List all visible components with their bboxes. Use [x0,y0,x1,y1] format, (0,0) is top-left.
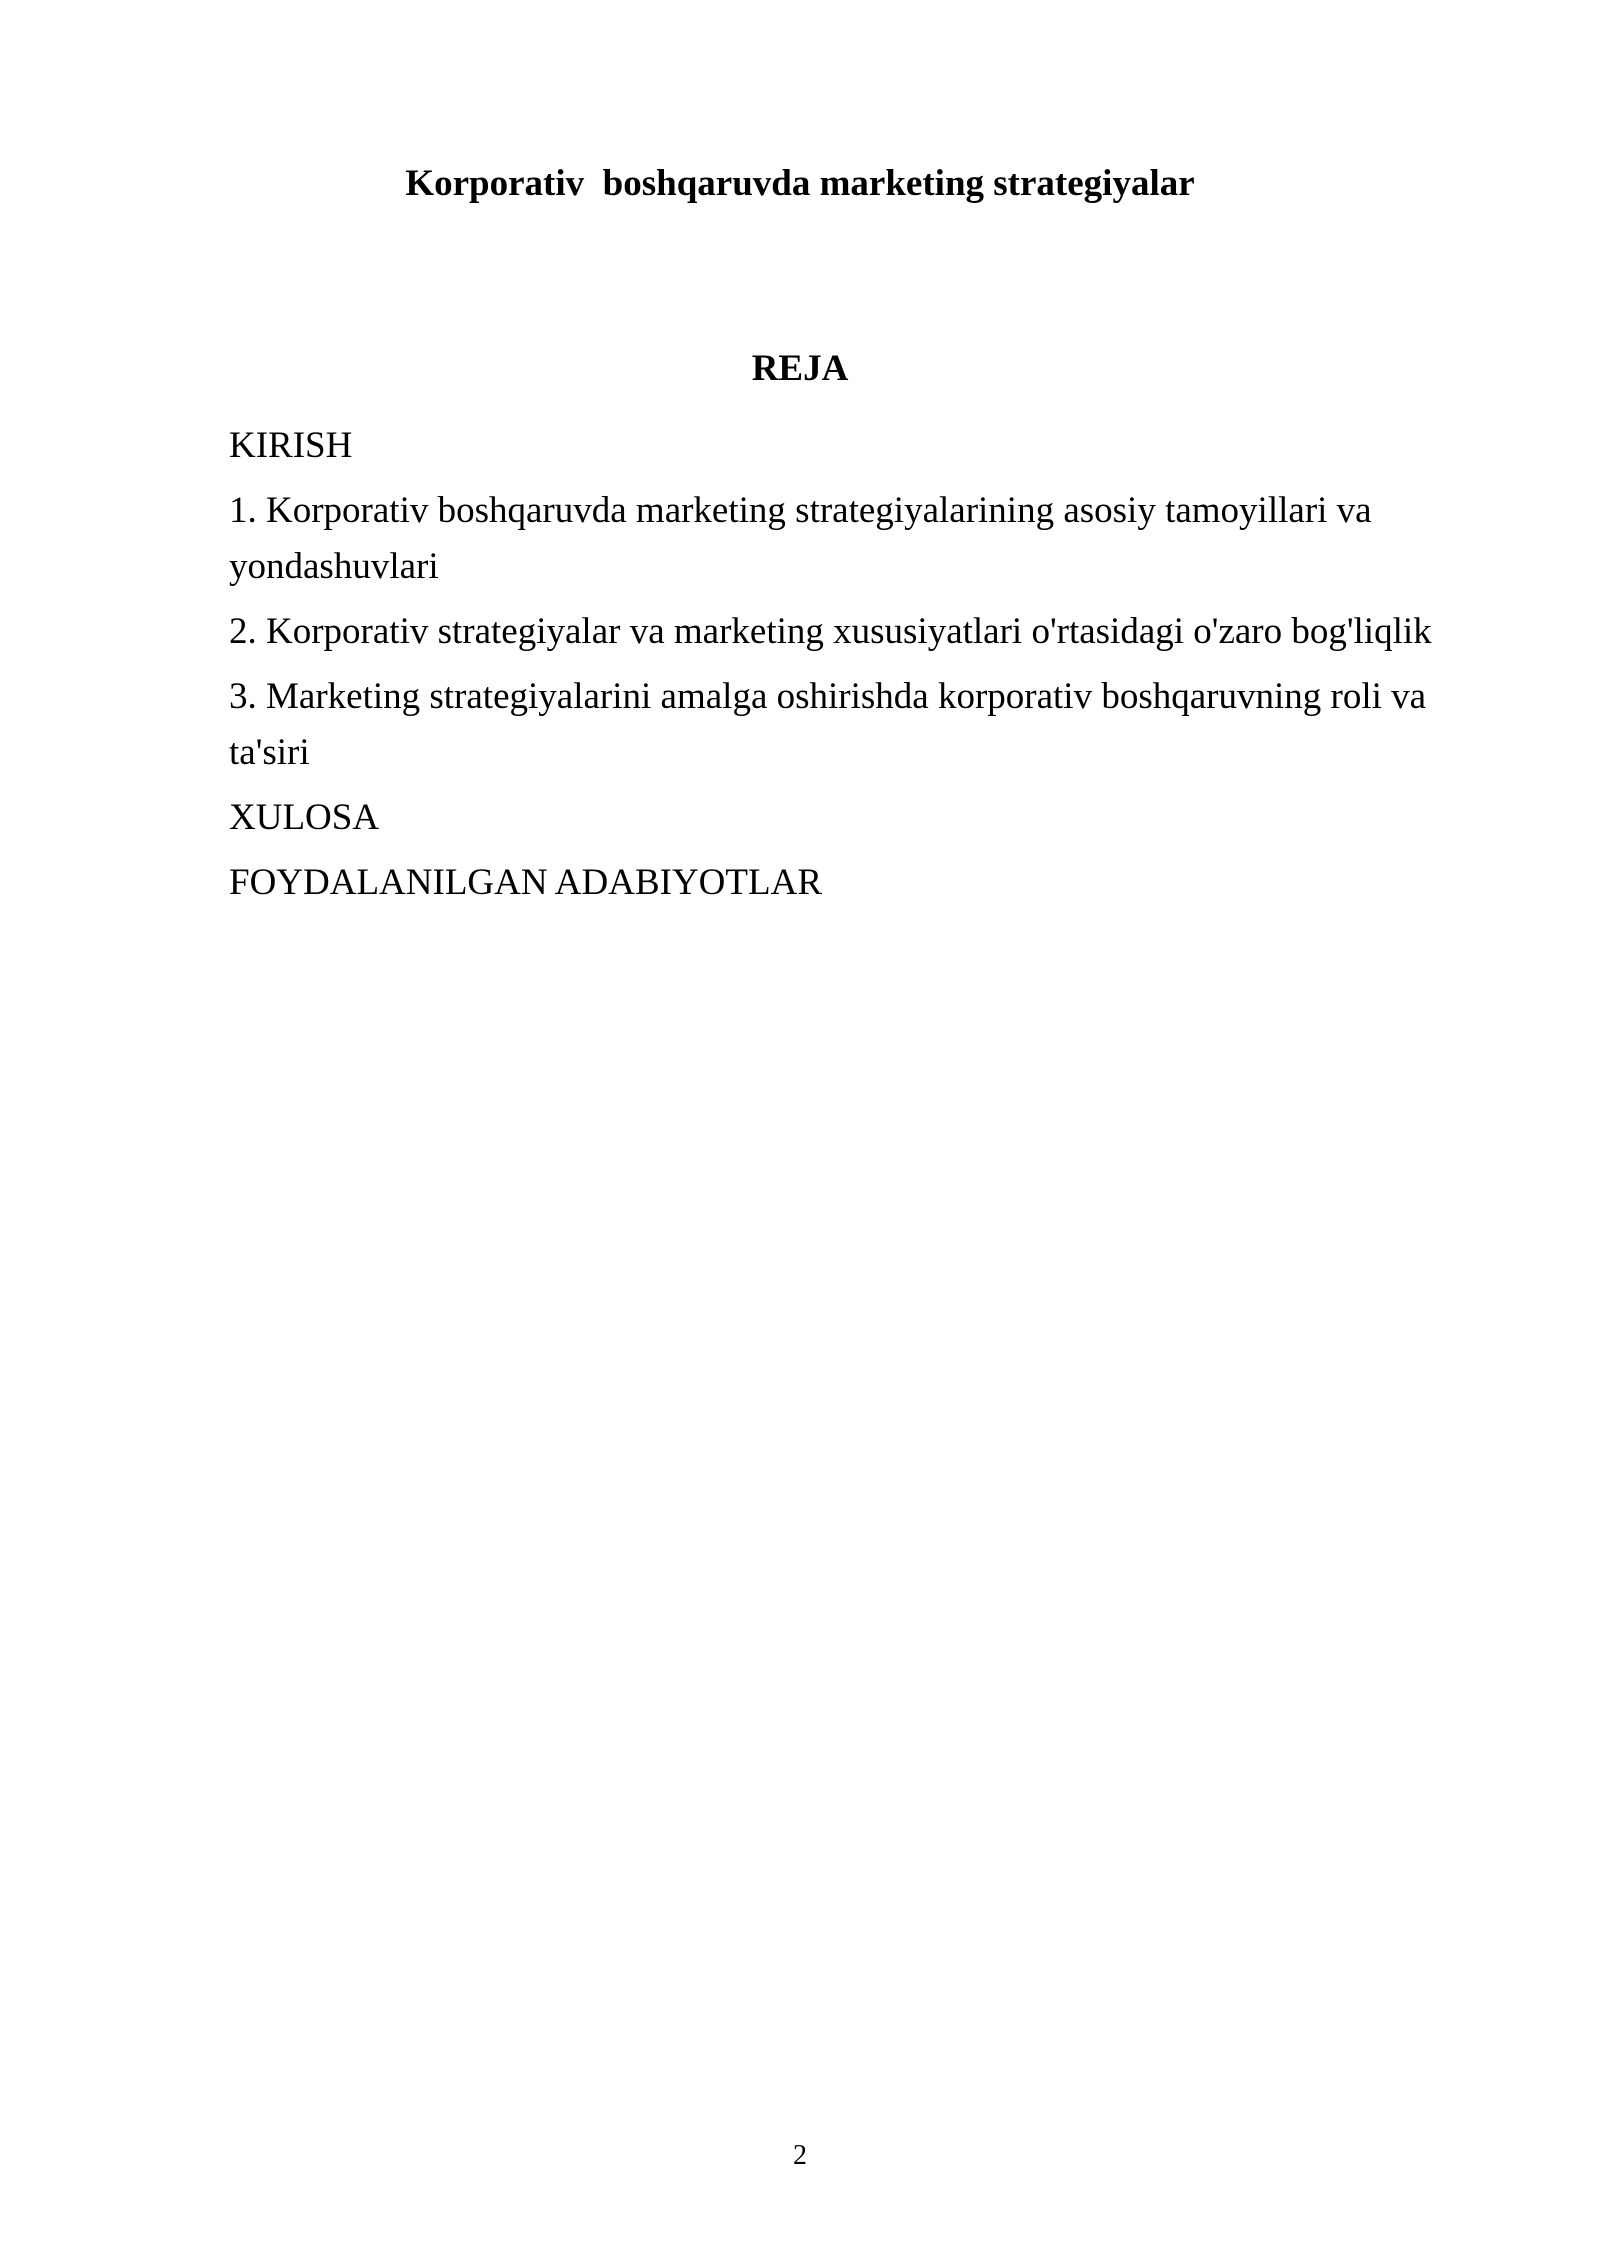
document-title: Korporativ boshqaruvda marketing strategiyalar [405,163,1195,204]
table-of-contents [229,418,1474,920]
page-number: 2 [793,2140,807,2171]
toc-item-section-2: 2. Korporativ strategiyalar va marketing xususiyatlari o'rtasidagi o'zaro bog'liqlik [229,611,1432,652]
toc-item-conclusion: XULOSA [229,797,380,838]
toc-item-section-1: 1. Korporativ boshqaruvda marketing strategiyalarining asosiy tamoyillari va yondashuvlari [229,490,1372,587]
plan-heading: REJA [751,348,849,389]
toc-item-section-3: 3. Marketing strategiyalarini amalga oshirishda korporativ boshqaruvning roli va ta'siri [229,676,1427,773]
toc-item-introduction: KIRISH [229,425,353,466]
toc-item-references: FOYDALANILGAN ADABIYOTLAR [229,862,822,903]
